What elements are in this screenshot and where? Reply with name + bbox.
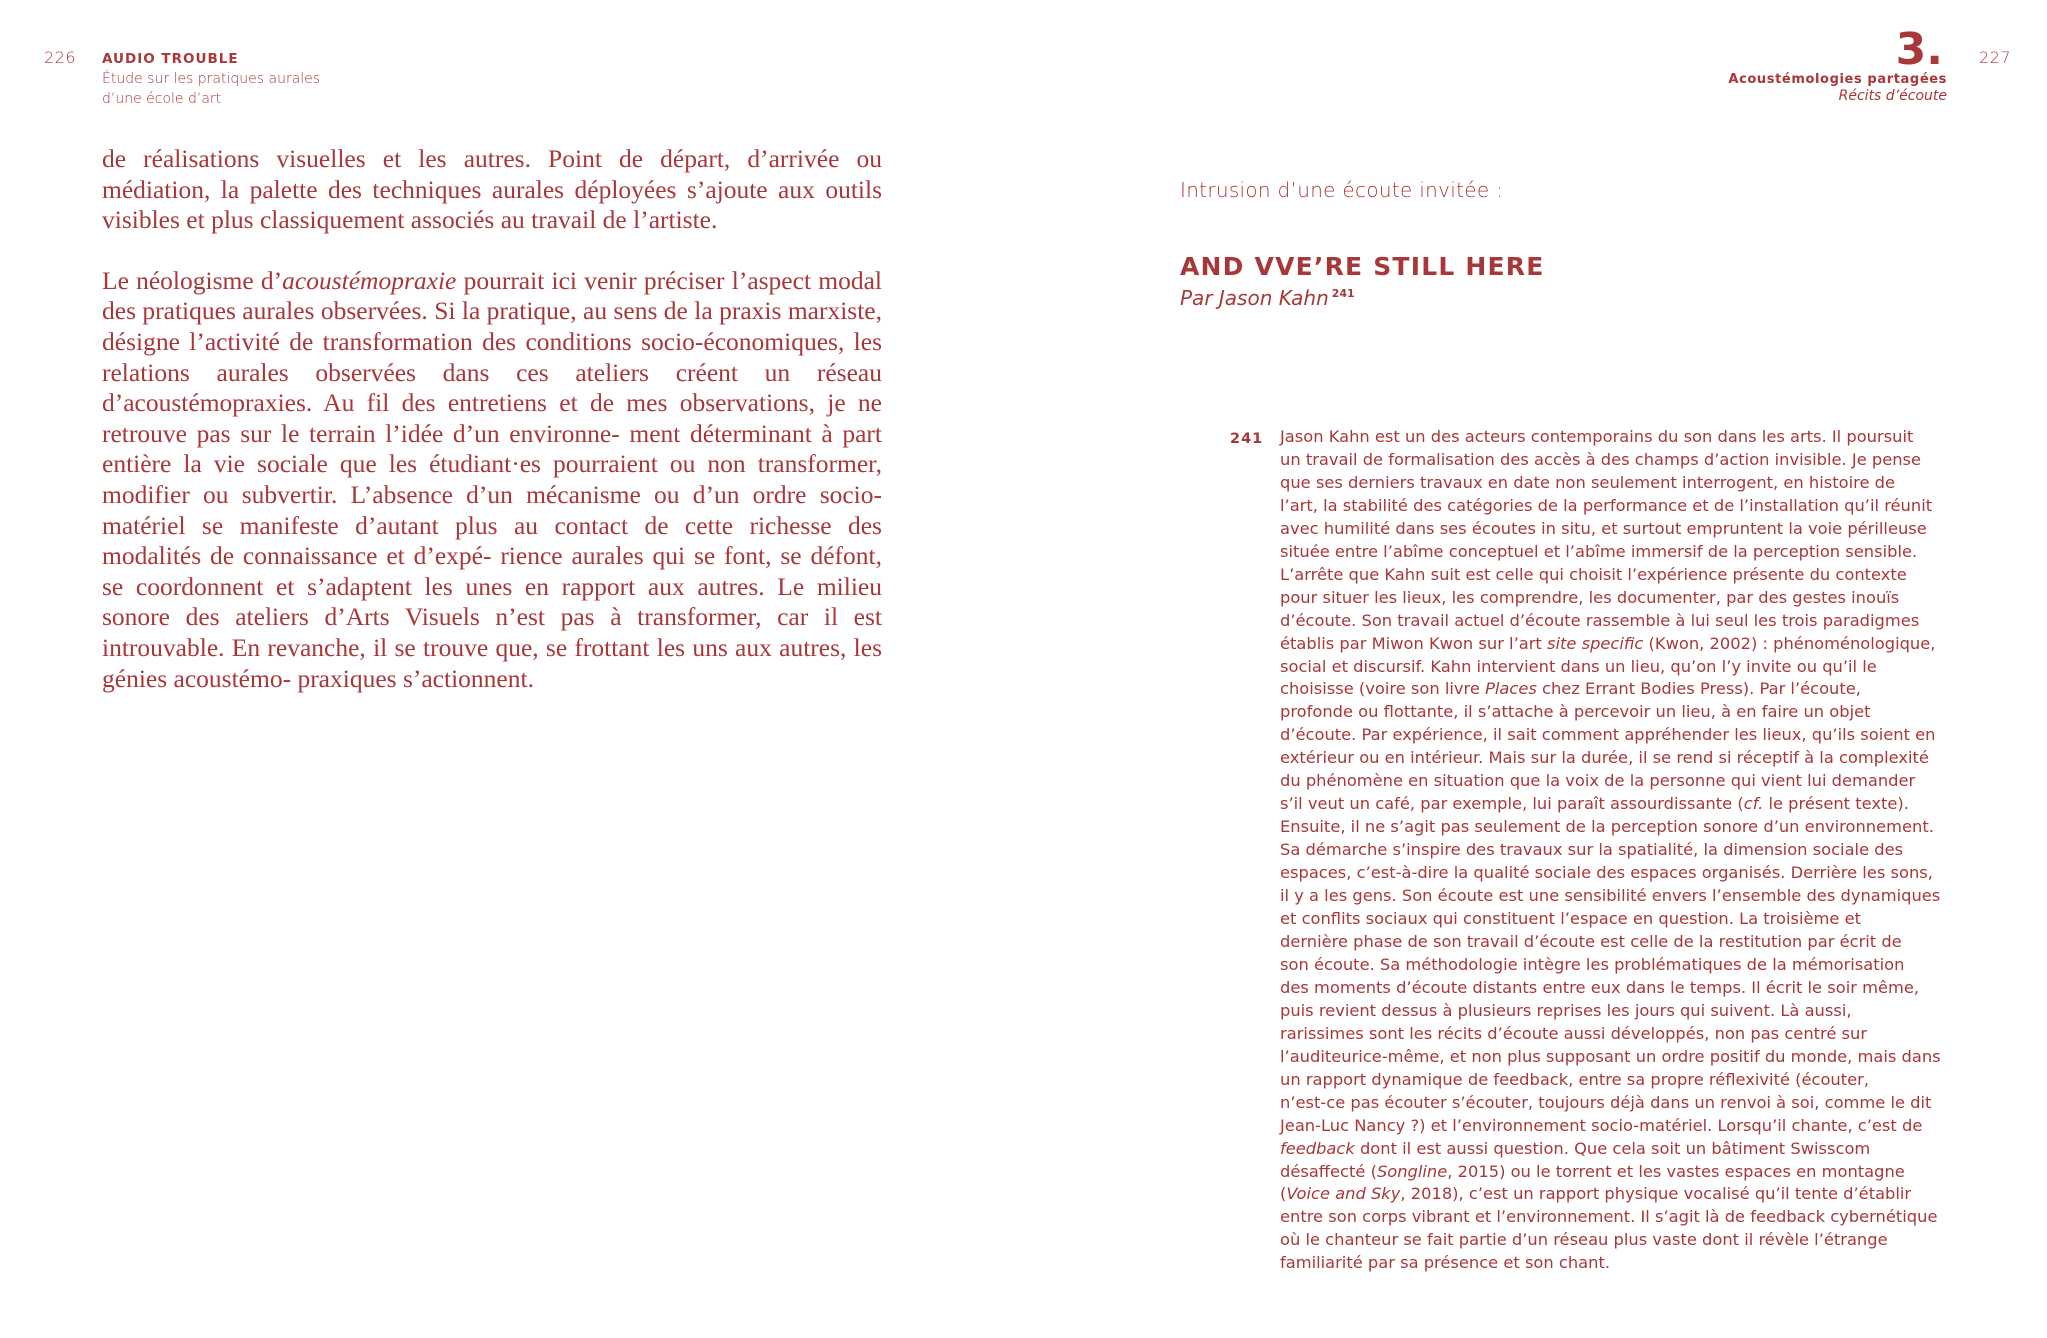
footnote-text-segment: l’auditeurice-même, et non plus supposant un ordre positif du monde, mais dans: [1280, 1046, 1941, 1066]
paragraph-2-lead: Le néologisme d’: [102, 265, 283, 295]
footnote-text-segment: social et discursif. Kahn intervient dans un lieu, qu’on l’y invite ou qu’il le: [1280, 656, 1877, 676]
footnote-line: [1280, 633, 1950, 656]
paragraph-2-line: créent un réseau d’acoustémopraxies. Au fil des entretiens et de mes: [102, 357, 882, 418]
paragraph-2-line: socio-économiques, les relations aurales observées dans ces ateliers: [102, 326, 882, 387]
footnote-line: [1280, 1229, 1950, 1252]
footnote-text-segment: et conflits sociaux qui constituent l’espace en question. La troisième et: [1280, 909, 1861, 929]
left-body-text: [102, 144, 882, 694]
footnote-text-segment: espaces, c’est-à-dire la qualité sociale des espaces organisés. Derrière les sons,: [1280, 863, 1933, 883]
footnote-line: [1280, 495, 1950, 518]
footnote-text-segment: d’écoute. Son travail actuel d’écoute rassemble à lui seul les trois paradigmes: [1280, 610, 1920, 630]
footnote-text-segment: familiarité par sa présence et son chant.: [1280, 1253, 1611, 1273]
footnote-line: [1280, 1000, 1950, 1023]
footnote-line: [1280, 472, 1950, 495]
footnote-text-segment: rarissimes sont les récits d’écoute aussi développés, non pas centré sur: [1280, 1023, 1868, 1043]
footnote-line: [1280, 908, 1950, 931]
footnote-line: [1280, 541, 1950, 564]
footnote-italic-segment: cf.: [1743, 794, 1764, 814]
footnote-line: [1280, 1138, 1950, 1161]
intro-line: Intrusion d’une écoute invitée :: [1180, 178, 1504, 202]
footnote-line: [1280, 931, 1950, 954]
footnote-line: [1280, 449, 1950, 472]
paragraph-1-line: outils visibles et plus classiquement associés au travail de l’artiste.: [102, 174, 882, 235]
footnote-text-segment: d’écoute. Par expérience, il sait comment appréhender les lieux, qu’ils soient en: [1280, 725, 1936, 745]
footnote-reference: 241: [1331, 287, 1355, 301]
byline: [1180, 286, 1355, 310]
footnote-text-segment: dernière phase de son travail d’écoute est celle de la restitution par écrit de: [1280, 931, 1902, 951]
paragraph-2-line: Visuels n’est pas à transformer, car il est introuvable. En revanche,: [102, 602, 882, 662]
footnote-line: [1280, 518, 1950, 541]
footnote-line: [1280, 701, 1950, 724]
left-running-title: AUDIO TROUBLE: [102, 51, 239, 67]
footnote-italic-segment: feedback: [1280, 1138, 1355, 1158]
footnote-line: [1280, 793, 1950, 816]
footnote-text-segment: que ses derniers travaux en date non seulement interrogent, en histoire de: [1280, 472, 1895, 492]
paragraph-1-line: médiation, la palette des techniques aurales déployées s’ajoute aux: [102, 174, 815, 204]
footnote-italic-segment: Places: [1485, 679, 1537, 699]
footnote-text-segment: choisisse (voire son livre: [1280, 679, 1486, 699]
footnote-text-segment: , 2015) ou le torrent et les vastes espaces en montagne: [1447, 1161, 1905, 1181]
footnote-text-segment: extérieur ou en intérieur. Mais sur la durée, il se rend si réceptif à la complexité: [1280, 748, 1929, 768]
footnote-line: [1280, 1183, 1950, 1206]
paragraph-2-line: il se trouve que, se frottant les uns aux autres, les génies acoustémo-: [102, 632, 883, 693]
footnote-line: [1280, 1252, 1950, 1275]
footnote-line: [1280, 1206, 1950, 1229]
left-page-number: 226: [44, 48, 77, 67]
footnote-line: [1280, 885, 1950, 908]
footnote-line: [1280, 1115, 1950, 1138]
paragraph-2-lead-end: pourrait ici venir préciser l’aspect: [456, 265, 812, 295]
footnote-line: [1280, 1092, 1950, 1115]
footnote-number: 241: [1230, 431, 1264, 447]
footnote-text-segment: Sa démarche s’inspire des travaux sur la spatialité, la dimension sociale des: [1280, 840, 1904, 860]
footnote-text-segment: (Kwon, 2002) : phénoménologique,: [1643, 633, 1936, 653]
footnote-line: [1280, 564, 1950, 587]
footnote-text-segment: établis par Miwon Kwon sur l’art: [1280, 633, 1547, 653]
footnote-text: [1280, 426, 1950, 1275]
footnote-text-segment: du phénomène en situation que la voix de la personne qui vient lui demander: [1280, 771, 1916, 791]
paragraph-1: [102, 144, 882, 236]
left-running-subtitle: [102, 69, 320, 109]
right-page-number: 227: [1978, 48, 2011, 67]
paragraph-2-line: les unes en rapport aux autres. Le milieu sonore des ateliers d’Arts: [102, 571, 882, 632]
paragraph-2-line: rience aurales qui se font, se défont, se coordonnent et s’adaptent: [102, 541, 882, 601]
footnote-line: [1280, 656, 1950, 679]
footnote-text-segment: pour situer les lieux, les comprendre, les documenter, par des gestes inouïs: [1280, 587, 1900, 607]
footnote-text-segment: dont il est aussi question. Que cela soit un bâtiment Swisscom: [1354, 1138, 1871, 1158]
paragraph-2-line: praxis marxiste, désigne l’activité de transformation des conditions: [102, 296, 882, 356]
footnote-text-segment: désaffecté (: [1280, 1161, 1377, 1181]
footnote-line: [1280, 816, 1950, 839]
footnote-text-segment: profonde ou flottante, il s’attache à percevoir un lieu, à en faire un objet: [1280, 702, 1871, 722]
footnote-italic-segment: Voice and Sky: [1286, 1184, 1401, 1204]
footnote-line: [1280, 839, 1950, 862]
footnote-line: [1280, 1069, 1950, 1092]
footnote-line: [1280, 1023, 1950, 1046]
footnote-text-segment: puis revient dessus à plusieurs reprises les jours qui suivent. Là aussi,: [1280, 1000, 1852, 1020]
left-running-subtitle-line: Étude sur les pratiques aurales: [102, 71, 321, 87]
footnote-text-segment: , 2018), c’est un rapport physique vocalisé qu’il tente d’établir: [1400, 1184, 1912, 1204]
footnote-text-segment: le présent texte).: [1763, 794, 1909, 814]
paragraph-2-line: observations, je ne retrouve pas sur le terrain l’idée d’un environne-: [102, 388, 882, 448]
footnote-line: [1280, 724, 1950, 747]
piece-title: AND VVE’RE STILL HERE: [1180, 252, 1545, 281]
right-running-subtitle: Récits d’écoute: [1838, 88, 1947, 104]
right-running-title: Acoustémologies partagées: [1728, 72, 1947, 87]
chapter-number: 3.: [1895, 24, 1943, 75]
footnote-line: [1280, 1161, 1950, 1184]
footnote-text-segment: Jason Kahn est un des acteurs contemporains du son dans les arts. Il poursuit: [1280, 427, 1914, 446]
footnote-line: [1280, 610, 1950, 633]
footnote-text-segment: Jean-Luc Nancy ?) et l’environnement socio-matériel. Lorsqu’il chante, c’est de: [1280, 1115, 1923, 1135]
footnote-line: [1280, 954, 1950, 977]
paragraph-2: [102, 266, 882, 694]
footnote-line: [1280, 977, 1950, 1000]
footnote-text-segment: entre son corps vibrant et l’environnement. Il s’agit là de feedback cybernétique: [1280, 1207, 1938, 1227]
footnote-line: [1280, 1046, 1950, 1069]
byline-text: Par Jason Kahn: [1180, 286, 1329, 310]
footnote-text-segment: L’arrête que Kahn suit est celle qui choisit l’expérience présente du contexte: [1280, 564, 1907, 584]
footnote-text-segment: où le chanteur se fait partie d’un réseau plus vaste dont il révèle l’étrange: [1280, 1230, 1888, 1250]
paragraph-2-line: modal des pratiques aurales observées. Si la pratique, au sens de la: [102, 265, 883, 326]
footnote-italic-segment: site specific: [1547, 633, 1644, 653]
footnote-text-segment: avec humilité dans ses écoutes in situ, et surtout empruntent la voie périlleuse: [1280, 518, 1927, 538]
footnote-line: [1280, 747, 1950, 770]
neologism-term: acoustémopraxie: [282, 265, 457, 295]
footnote-line: [1280, 587, 1950, 610]
footnote-text-segment: (: [1280, 1184, 1287, 1204]
right-running-header: [1728, 72, 1947, 105]
footnote-line: [1280, 678, 1950, 701]
left-running-subtitle-line: d’une école d’art: [102, 91, 222, 107]
footnote-line: [1280, 426, 1950, 449]
paragraph-1-line: de réalisations visuelles et les autres. Point de départ, d’arrivée ou: [102, 144, 882, 173]
footnote-line: [1280, 862, 1950, 885]
footnote-text-segment: l’art, la stabilité des catégories de la performance et de l’installation qu’il réunit: [1280, 495, 1933, 515]
paragraph-2-line: praxiques s’actionnent.: [297, 663, 534, 693]
footnote-italic-segment: Songline: [1376, 1161, 1448, 1181]
footnote-text-segment: n’est-ce pas écouter s’écouter, toujours déjà dans un renvoi à soi, comme le dit: [1280, 1092, 1932, 1112]
footnote-text-segment: son écoute. Sa méthodologie intègre les problématiques de la mémorisation: [1280, 954, 1905, 974]
footnote-text-segment: un travail de formalisation des accès à des champs d’action invisible. Je pense: [1280, 449, 1922, 469]
paragraph-2-line: mécanisme ou d’un ordre socio-matériel se manifeste d’autant plus: [102, 479, 883, 540]
paragraph-2-line: ment déterminant à part entière la vie sociale que les étudiant·es: [102, 418, 883, 479]
footnote-text-segment: des moments d’écoute distants entre eux dans le temps. Il écrit le soir même,: [1280, 977, 1920, 997]
footnote-text-segment: un rapport dynamique de feedback, entre sa propre réflexivité (écouter,: [1280, 1069, 1870, 1089]
footnote-text-segment: il y a les gens. Son écoute est une sensibilité envers l’ensemble des dynamiques: [1280, 886, 1941, 906]
footnote-text-segment: s’il veut un café, par exemple, lui paraît assourdissante (: [1280, 794, 1744, 814]
footnote-text-segment: Ensuite, il ne s’agit pas seulement de la perception sonore d’un environnement.: [1280, 817, 1934, 837]
footnote-text-segment: chez Errant Bodies Press). Par l’écoute,: [1536, 679, 1861, 699]
paragraph-2-line: pourraient ou non transformer, modifier ou subvertir. L’absence d’un: [102, 449, 882, 509]
footnote-line: [1280, 770, 1950, 793]
paragraph-2-line: au contact de cette richesse des modalités de connaissance et d’expé-: [102, 510, 882, 571]
footnote-text-segment: située entre l’abîme conceptuel et l’abîme immersif de la perception sensible.: [1280, 541, 1918, 561]
